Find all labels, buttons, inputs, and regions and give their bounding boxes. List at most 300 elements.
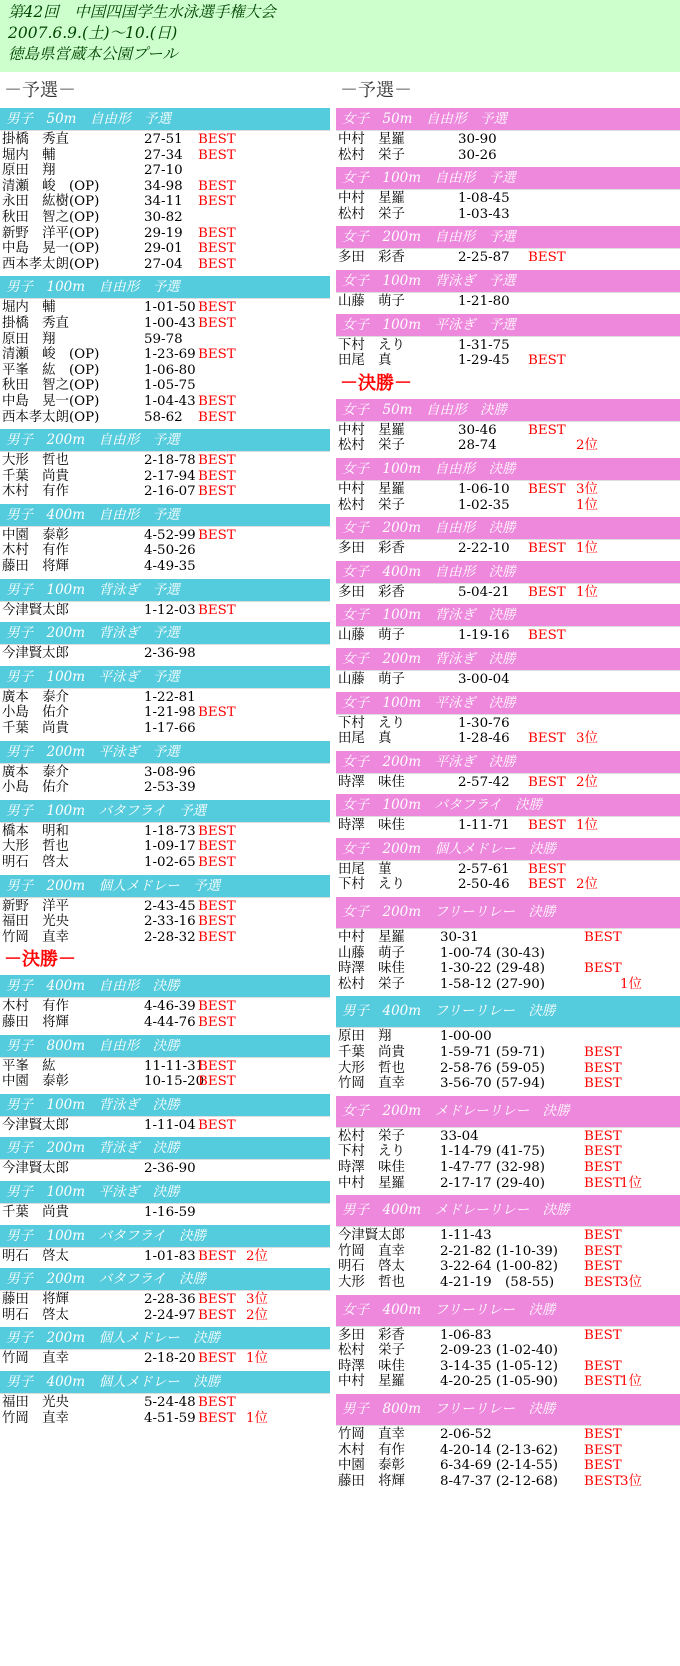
swimmer-name: 多田 彩香	[338, 541, 405, 557]
result-list	[336, 1028, 680, 1091]
result-time: 1-00-00	[440, 1029, 492, 1045]
best-mark: BEST	[198, 602, 236, 618]
result-time: 2-28-32	[144, 929, 196, 945]
result-row	[336, 132, 680, 148]
result-time: 1-02-35	[458, 497, 510, 513]
event-block	[336, 458, 680, 513]
event-block	[336, 751, 680, 791]
result-time: 2-36-98	[144, 646, 196, 662]
result-time: 1-21-80	[458, 293, 510, 309]
event-title-bar: 男子 100m バタフライ 決勝	[0, 1225, 330, 1248]
result-row	[0, 347, 330, 363]
swimmer-name: 秋田 智之(OP)	[2, 209, 100, 225]
swimmer-name: 時澤 味佳	[338, 818, 405, 834]
event-title-bar: 男子 200m 自由形 予選	[0, 429, 330, 452]
swimmer-name: 山藤 萌子	[338, 628, 405, 644]
result-time: 3-56-70 (57-94)	[440, 1076, 545, 1092]
result-row	[336, 716, 680, 732]
best-mark: BEST	[198, 300, 236, 316]
result-time: 5-24-48	[144, 1394, 196, 1410]
event-title-bar: 男子 100m 自由形 予選	[0, 276, 330, 299]
result-list	[0, 602, 330, 619]
swimmer-name: 下村 えり	[338, 877, 405, 893]
result-row	[336, 294, 680, 310]
swimmer-name: 今津賢太郎	[2, 602, 69, 618]
result-list	[0, 1248, 330, 1265]
event-title-bar: 女子 100m 背泳ぎ 予選	[336, 270, 680, 293]
rank-mark: 2位	[576, 774, 598, 790]
meet-venue: 徳島県営蔵本公園プール	[8, 45, 178, 63]
event-block	[336, 838, 680, 893]
best-mark: BEST	[584, 1358, 622, 1374]
best-mark: BEST	[584, 1274, 622, 1290]
result-list	[0, 1058, 330, 1090]
result-row	[0, 1074, 330, 1090]
event-title-bar: 男子 100m 背泳ぎ 予選	[0, 579, 330, 602]
event-block	[336, 897, 680, 992]
result-time: 10-15-20	[144, 1074, 205, 1090]
swimmer-name: 小島 佑介	[2, 780, 69, 796]
swimmer-name: 今津賢太郎	[2, 646, 69, 662]
best-mark: BEST	[198, 178, 236, 194]
result-time: 1-18-73	[144, 823, 196, 839]
best-mark: BEST	[198, 1410, 236, 1426]
best-mark: BEST	[528, 774, 566, 790]
event-title-bar: 男子 50m 自由形 予選	[0, 108, 330, 131]
section-label-final: －決勝－	[4, 949, 76, 971]
best-mark: BEST	[584, 1473, 622, 1489]
best-mark: BEST	[584, 1128, 622, 1144]
swimmer-name: 福田 光央	[2, 1394, 69, 1410]
swimmer-name: 千葉 尚貴	[2, 1204, 69, 1220]
result-time: 1-03-43	[458, 206, 510, 222]
result-list	[0, 527, 330, 575]
best-mark: BEST	[528, 422, 566, 438]
result-row	[336, 1029, 680, 1045]
result-time: 1-11-43	[440, 1228, 492, 1244]
swimmer-name: 中島 晃一(OP)	[2, 241, 100, 257]
result-row	[336, 628, 680, 644]
result-time: 1-23-69	[144, 347, 196, 363]
event-block	[0, 800, 330, 871]
event-title-bar: 女子 100m 自由形 予選	[336, 167, 680, 190]
event-block	[336, 1295, 680, 1390]
swimmer-name: 新野 洋平(OP)	[2, 225, 100, 241]
best-mark: BEST	[198, 527, 236, 543]
swimmer-name: 藤田 将輝	[2, 1292, 69, 1308]
result-list	[336, 1227, 680, 1290]
best-mark: BEST	[584, 1327, 622, 1343]
result-row	[336, 731, 680, 747]
result-time: 30-90	[458, 132, 497, 147]
result-time: 30-26	[458, 147, 497, 163]
event-block	[0, 875, 330, 946]
rank-mark: 3位	[246, 1292, 268, 1308]
event-block	[336, 561, 680, 601]
swimmer-name: 廣本 泰介	[2, 764, 69, 780]
result-row	[0, 194, 330, 210]
section-label-prelim: －予選－	[340, 80, 412, 101]
swimmer-name: 新野 洋平	[2, 898, 69, 914]
swimmer-name: 永田 紘樹(OP)	[2, 194, 100, 210]
result-row	[336, 1228, 680, 1244]
event-block	[336, 1096, 680, 1191]
best-mark: BEST	[584, 1160, 622, 1175]
result-list	[0, 764, 330, 796]
result-list	[336, 1327, 680, 1390]
result-list	[336, 584, 680, 601]
best-mark: BEST	[584, 1060, 622, 1076]
event-block	[336, 648, 680, 688]
event-block	[336, 692, 680, 747]
result-list	[0, 1291, 330, 1323]
event-block	[336, 604, 680, 644]
swimmer-name: 平峯 紘	[2, 1058, 56, 1074]
swimmer-name: 竹岡 直幸	[2, 1351, 69, 1367]
swimmer-name: 下村 えり	[338, 1144, 405, 1160]
result-time: 2-17-94	[144, 468, 196, 484]
event-title-bar: 女子 100m バタフライ 決勝	[336, 794, 680, 817]
result-list	[336, 422, 680, 454]
best-mark: BEST	[198, 929, 236, 945]
event-title-bar: 男子 100m 平泳ぎ 予選	[0, 666, 330, 689]
best-mark: BEST	[528, 861, 566, 877]
swimmer-name: 中島 晃一(OP)	[2, 393, 100, 409]
result-row	[336, 818, 680, 834]
event-block	[336, 314, 680, 369]
result-row	[336, 1144, 680, 1160]
result-row	[336, 1061, 680, 1077]
result-row	[0, 855, 330, 871]
result-list	[0, 898, 330, 946]
result-row	[0, 543, 330, 559]
result-row	[336, 1458, 680, 1474]
best-mark: BEST	[584, 1426, 622, 1442]
event-title-bar: 女子 50m 自由形 決勝	[336, 399, 680, 422]
event-block	[0, 579, 330, 619]
rank-mark: 1位	[620, 1175, 642, 1191]
result-time: 11-11-31	[144, 1058, 205, 1074]
result-row	[336, 423, 680, 439]
result-row	[336, 338, 680, 354]
result-row	[0, 148, 330, 164]
result-list	[0, 1350, 330, 1367]
result-row	[0, 914, 330, 930]
result-time: 27-04	[144, 256, 183, 272]
result-row	[0, 1059, 330, 1075]
best-mark: BEST	[584, 930, 622, 946]
best-mark: BEST	[584, 1175, 622, 1191]
event-title-bar: 男子 200m 個人メドレー 決勝	[0, 1327, 330, 1350]
result-row	[0, 241, 330, 257]
swimmer-name: 多田 彩香	[338, 584, 405, 600]
swimmer-name: 中村 星羅	[338, 191, 405, 207]
best-mark: BEST	[198, 1074, 236, 1090]
result-time: 2-43-45	[144, 898, 196, 914]
best-mark: BEST	[198, 256, 236, 272]
best-mark: BEST	[528, 353, 566, 369]
swimmer-name: 中村 星羅	[338, 132, 405, 147]
result-time: 27-10	[144, 163, 183, 179]
swimmer-name: 山藤 萌子	[338, 293, 405, 309]
result-row	[0, 378, 330, 394]
event-block	[336, 1195, 680, 1290]
best-mark: BEST	[198, 839, 236, 855]
best-mark: BEST	[198, 347, 236, 363]
event-title-bar: 男子 200m 平泳ぎ 予選	[0, 741, 330, 764]
result-row	[0, 705, 330, 721]
result-time: 29-01	[144, 241, 183, 257]
event-title-bar: 男子 400m メドレーリレー 決勝	[336, 1195, 680, 1227]
best-mark: BEST	[198, 1394, 236, 1410]
rank-mark: 1位	[576, 584, 598, 600]
result-time: 2-18-78	[144, 453, 196, 469]
event-block	[0, 1225, 330, 1265]
swimmer-name: 掛橋 秀直	[2, 132, 69, 147]
result-time: 1-47-77 (32-98)	[440, 1160, 545, 1175]
result-list	[336, 817, 680, 834]
result-row	[0, 765, 330, 781]
event-title-bar: 男子 800m フリーリレー 決勝	[336, 1394, 680, 1426]
result-time: 30-82	[144, 209, 183, 225]
swimmer-name: 木村 有作	[338, 1442, 405, 1458]
result-time: 4-52-99	[144, 527, 196, 543]
result-time: 6-34-69 (2-14-55)	[440, 1458, 558, 1474]
result-row	[0, 1308, 330, 1324]
result-time: 1-06-80	[144, 362, 196, 378]
result-row	[336, 1474, 680, 1490]
swimmer-name: 田尾 真	[338, 353, 392, 369]
result-row	[336, 1427, 680, 1443]
result-time: 2-21-82 (1-10-39)	[440, 1243, 558, 1259]
result-time: 1-19-16	[458, 628, 510, 644]
result-row	[0, 603, 330, 619]
result-time: 1-01-83	[144, 1248, 196, 1264]
best-mark: BEST	[584, 961, 622, 977]
swimmer-name: 木村 有作	[2, 999, 69, 1015]
result-row	[0, 1118, 330, 1134]
result-time: 1-06-10	[458, 481, 510, 497]
event-block	[0, 504, 330, 575]
result-list	[336, 190, 680, 222]
result-row	[0, 1351, 330, 1367]
swimmer-name: 中村 星羅	[338, 422, 405, 438]
event-block	[336, 108, 680, 163]
result-time: 4-44-76	[144, 1014, 196, 1030]
swimmer-name: 今津賢太郎	[2, 1161, 69, 1177]
best-mark: BEST	[528, 628, 566, 644]
best-mark: BEST	[528, 481, 566, 497]
result-list	[336, 671, 680, 688]
result-row	[0, 1015, 330, 1031]
result-time: 1-14-79 (41-75)	[440, 1144, 545, 1160]
result-time: 1-00-74 (30-43)	[440, 945, 545, 961]
result-list	[0, 823, 330, 871]
rank-mark: 1位	[246, 1351, 268, 1367]
result-list	[0, 1394, 330, 1426]
event-block	[336, 270, 680, 310]
result-time: 2-06-52	[440, 1426, 492, 1442]
swimmer-name: 田尾 菫	[338, 861, 392, 877]
swimmer-name: 松村 栄子	[338, 1343, 405, 1359]
section-label-prelim: －予選－	[4, 80, 76, 101]
result-row	[0, 690, 330, 706]
rank-mark: 3位	[576, 481, 598, 497]
result-time: 3-08-96	[144, 764, 196, 780]
best-mark: BEST	[198, 898, 236, 914]
result-row	[0, 559, 330, 575]
swimmer-name: 橋本 明和	[2, 823, 69, 839]
best-mark: BEST	[528, 877, 566, 893]
result-time: 59-78	[144, 331, 183, 347]
result-time: 3-22-64 (1-00-82)	[440, 1259, 558, 1275]
swimmer-name: 竹岡 直幸	[2, 929, 69, 945]
result-time: 1-00-43	[144, 315, 196, 331]
swimmer-name: 時澤 味佳	[338, 1160, 405, 1175]
result-time: 1-30-76	[458, 715, 510, 731]
result-row	[336, 148, 680, 164]
result-row	[0, 163, 330, 179]
result-time: 1-28-46	[458, 731, 510, 747]
swimmer-name: 堀内 輔	[2, 147, 56, 163]
best-mark: BEST	[198, 823, 236, 839]
rank-mark: 1位	[576, 541, 598, 557]
swimmer-name: 中村 星羅	[338, 930, 405, 946]
result-row	[336, 946, 680, 962]
event-block	[0, 666, 330, 737]
swimmer-name: 原田 翔	[338, 1029, 392, 1045]
result-time: 29-19	[144, 225, 183, 241]
result-list	[0, 645, 330, 662]
left-column	[0, 80, 330, 1430]
swimmer-name: 清瀬 峻 (OP)	[2, 347, 100, 363]
event-title-bar: 女子 400m 自由形 決勝	[336, 561, 680, 584]
event-block	[0, 276, 330, 425]
result-time: 2-33-16	[144, 914, 196, 930]
best-mark: BEST	[584, 1442, 622, 1458]
result-time: 4-21-19 (58-55)	[440, 1274, 555, 1290]
swimmer-name: 明石 啓太	[2, 1248, 69, 1264]
swimmer-name: 大形 哲也	[338, 1060, 405, 1076]
best-mark: BEST	[198, 132, 236, 147]
result-row	[336, 482, 680, 498]
rank-mark: 1位	[620, 976, 642, 992]
result-time: 2-57-61	[458, 861, 510, 877]
result-list	[336, 131, 680, 163]
event-block	[0, 429, 330, 500]
event-title-bar: 男子 100m バタフライ 予選	[0, 800, 330, 823]
event-block	[0, 975, 330, 1030]
result-row	[0, 899, 330, 915]
result-time: 1-02-65	[144, 855, 196, 870]
result-list	[0, 299, 330, 425]
result-row	[0, 930, 330, 946]
result-list	[336, 715, 680, 747]
result-row	[0, 999, 330, 1015]
best-mark: BEST	[198, 1351, 236, 1367]
swimmer-name: 藤田 将輝	[338, 1473, 405, 1489]
result-time: 1-17-66	[144, 721, 196, 737]
result-time: 2-16-07	[144, 484, 196, 500]
event-title-bar: 女子 200m 自由形 予選	[336, 226, 680, 249]
result-time: 34-98	[144, 178, 183, 194]
result-time: 8-47-37 (2-12-68)	[440, 1473, 558, 1489]
result-row	[336, 1259, 680, 1275]
result-time: 1-31-75	[458, 337, 510, 353]
swimmer-name: 千葉 尚貴	[2, 721, 69, 737]
swimmer-name: 西本孝太朗(OP)	[2, 409, 100, 425]
result-row	[0, 646, 330, 662]
event-block	[0, 1035, 330, 1090]
best-mark: BEST	[584, 1374, 622, 1390]
swimmer-name: 松村 栄子	[338, 206, 405, 222]
result-list	[336, 774, 680, 791]
swimmer-name: 下村 えり	[338, 337, 405, 353]
result-list	[0, 452, 330, 500]
event-title-bar: 女子 200m フリーリレー 決勝	[336, 897, 680, 929]
result-row	[0, 394, 330, 410]
result-row	[0, 839, 330, 855]
result-row	[0, 469, 330, 485]
result-time: 2-22-10	[458, 541, 510, 557]
event-title-bar: 女子 200m 個人メドレー 決勝	[336, 838, 680, 861]
event-block	[0, 1327, 330, 1367]
best-mark: BEST	[198, 1292, 236, 1308]
result-time: 34-11	[144, 194, 183, 210]
event-title-bar: 女子 200m 平泳ぎ 決勝	[336, 751, 680, 774]
swimmer-name: 秋田 智之(OP)	[2, 378, 100, 394]
swimmer-name: 時澤 味佳	[338, 1358, 405, 1374]
result-row	[336, 1328, 680, 1344]
result-row	[0, 132, 330, 148]
best-mark: BEST	[198, 855, 236, 870]
swimmer-name: 藤田 将輝	[2, 559, 69, 575]
result-row	[0, 363, 330, 379]
result-time: 33-04	[440, 1128, 479, 1144]
event-title-bar: 男子 200m バタフライ 決勝	[0, 1268, 330, 1291]
event-title-bar: 男子 100m 背泳ぎ 決勝	[0, 1094, 330, 1117]
event-title-bar: 女子 200m 背泳ぎ 決勝	[336, 648, 680, 671]
result-list	[336, 337, 680, 369]
swimmer-name: 松村 栄子	[338, 497, 405, 513]
swimmer-name: 竹岡 直幸	[338, 1076, 405, 1092]
best-mark: BEST	[584, 1458, 622, 1474]
rank-mark: 1位	[246, 1410, 268, 1426]
swimmer-name: 松村 栄子	[338, 147, 405, 163]
event-title-bar: 女子 200m 自由形 決勝	[336, 517, 680, 540]
result-row	[336, 862, 680, 878]
result-time: 30-46	[458, 422, 497, 438]
best-mark: BEST	[198, 194, 236, 210]
swimmer-name: 藤田 将輝	[2, 1014, 69, 1030]
result-list	[0, 998, 330, 1030]
result-time: 1-30-22 (29-48)	[440, 961, 545, 977]
result-time: 27-34	[144, 147, 183, 163]
swimmer-name: 大形 哲也	[2, 453, 69, 469]
swimmer-name: 今津賢太郎	[2, 1117, 69, 1133]
result-row	[0, 721, 330, 737]
meet-dates: 2007.6.9.(土)～10.(日)	[8, 24, 178, 42]
rank-mark: 2位	[246, 1248, 268, 1264]
result-row	[336, 1129, 680, 1145]
swimmer-name: 木村 有作	[2, 484, 69, 500]
event-title-bar: 男子 100m 平泳ぎ 決勝	[0, 1181, 330, 1204]
swimmer-name: 中村 星羅	[338, 1374, 405, 1390]
result-row	[336, 250, 680, 266]
result-list	[336, 249, 680, 266]
result-time: 4-20-25 (1-05-90)	[440, 1374, 558, 1390]
swimmer-name: 松村 栄子	[338, 976, 405, 992]
